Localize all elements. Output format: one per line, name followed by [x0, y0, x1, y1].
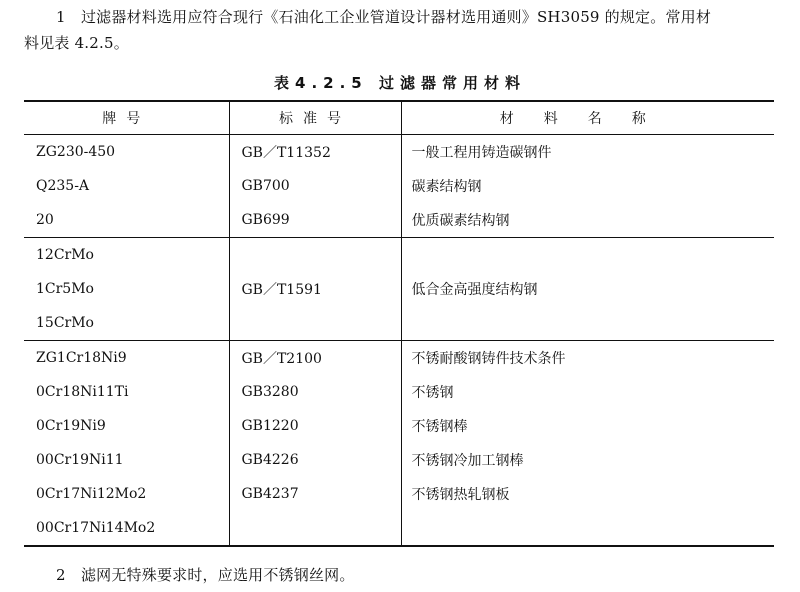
paragraph-1-line-1: 1 过滤器材料选用应符合现行《石油化工企业管道设计器材选用通则》SH3059 的规定。常用材 [56, 8, 712, 26]
cell-material-name [401, 238, 774, 273]
table-row [24, 477, 774, 511]
table-caption: 表4.2.5 过滤器常用材料 [274, 74, 526, 92]
table-header-row [24, 101, 774, 135]
header-grade: 牌号 [24, 101, 229, 135]
cell-material-name: 优质碳素结构钢 [401, 203, 774, 238]
cell-grade: 0Cr19Ni9 [36, 418, 106, 434]
table-row [24, 135, 774, 170]
cell-standard: GB4226 [229, 443, 401, 477]
cell-grade: 1Cr5Mo [36, 281, 94, 297]
cell-grade: 20 [24, 203, 229, 238]
cell-standard [229, 238, 401, 273]
cell-standard [229, 511, 401, 546]
cell-material-name [401, 306, 774, 341]
cell-grade: 15CrMo [24, 306, 229, 341]
table-row [24, 409, 774, 443]
cell-grade: 0Cr18Ni11Ti [36, 384, 129, 400]
cell-material-name: 不锈钢棒 [401, 409, 774, 443]
cell-material-name [401, 511, 774, 546]
cell-standard: GB／T1591 [229, 272, 401, 306]
cell-grade: ZG1Cr18Ni9 [36, 350, 127, 366]
cell-material-name: 碳素结构钢 [401, 169, 774, 203]
cell-standard: GB699 [229, 203, 401, 238]
header-standard: 标准号 [229, 101, 401, 135]
cell-material-name: 低合金高强度结构钢 [401, 272, 774, 306]
header-material-name: 材料名称 [401, 101, 774, 135]
cell-grade: 00Cr17Ni14Mo2 [24, 511, 229, 546]
table-row [24, 272, 774, 306]
cell-standard: GB／T11352 [229, 135, 401, 170]
cell-standard: GB3280 [229, 375, 401, 409]
table-row [24, 375, 774, 409]
cell-material-name: 不锈钢冷加工钢棒 [401, 443, 774, 477]
cell-standard: GB4237 [229, 477, 401, 511]
paragraph-1 [24, 4, 784, 56]
table-row [24, 203, 774, 238]
cell-grade: 12CrMo [36, 247, 94, 263]
table-row [24, 511, 774, 546]
cell-material-name: 不锈耐酸钢铸件技术条件 [401, 341, 774, 376]
cell-standard: GB／T2100 [229, 341, 401, 376]
table-row [24, 169, 774, 203]
cell-standard [229, 306, 401, 341]
cell-material-name: 不锈钢热轧钢板 [401, 477, 774, 511]
cell-grade: Q235-A [36, 178, 90, 194]
cell-standard: GB1220 [229, 409, 401, 443]
table-row [24, 443, 774, 477]
cell-material-name: 不锈钢 [401, 375, 774, 409]
cell-grade: 00Cr19Ni11 [36, 452, 124, 468]
cell-grade: ZG230-450 [36, 144, 116, 160]
table-row [24, 341, 774, 376]
paragraph-2: 2 滤网无特殊要求时，应选用不锈钢丝网。 [56, 566, 355, 584]
materials-table [24, 100, 774, 547]
paragraph-1-line-2: 料见表 4.2.5。 [24, 34, 129, 52]
table-row [24, 238, 774, 273]
cell-standard: GB700 [229, 169, 401, 203]
cell-grade: 0Cr17Ni12Mo2 [36, 486, 147, 502]
table-row [24, 306, 774, 341]
cell-material-name: 一般工程用铸造碳钢件 [401, 135, 774, 170]
